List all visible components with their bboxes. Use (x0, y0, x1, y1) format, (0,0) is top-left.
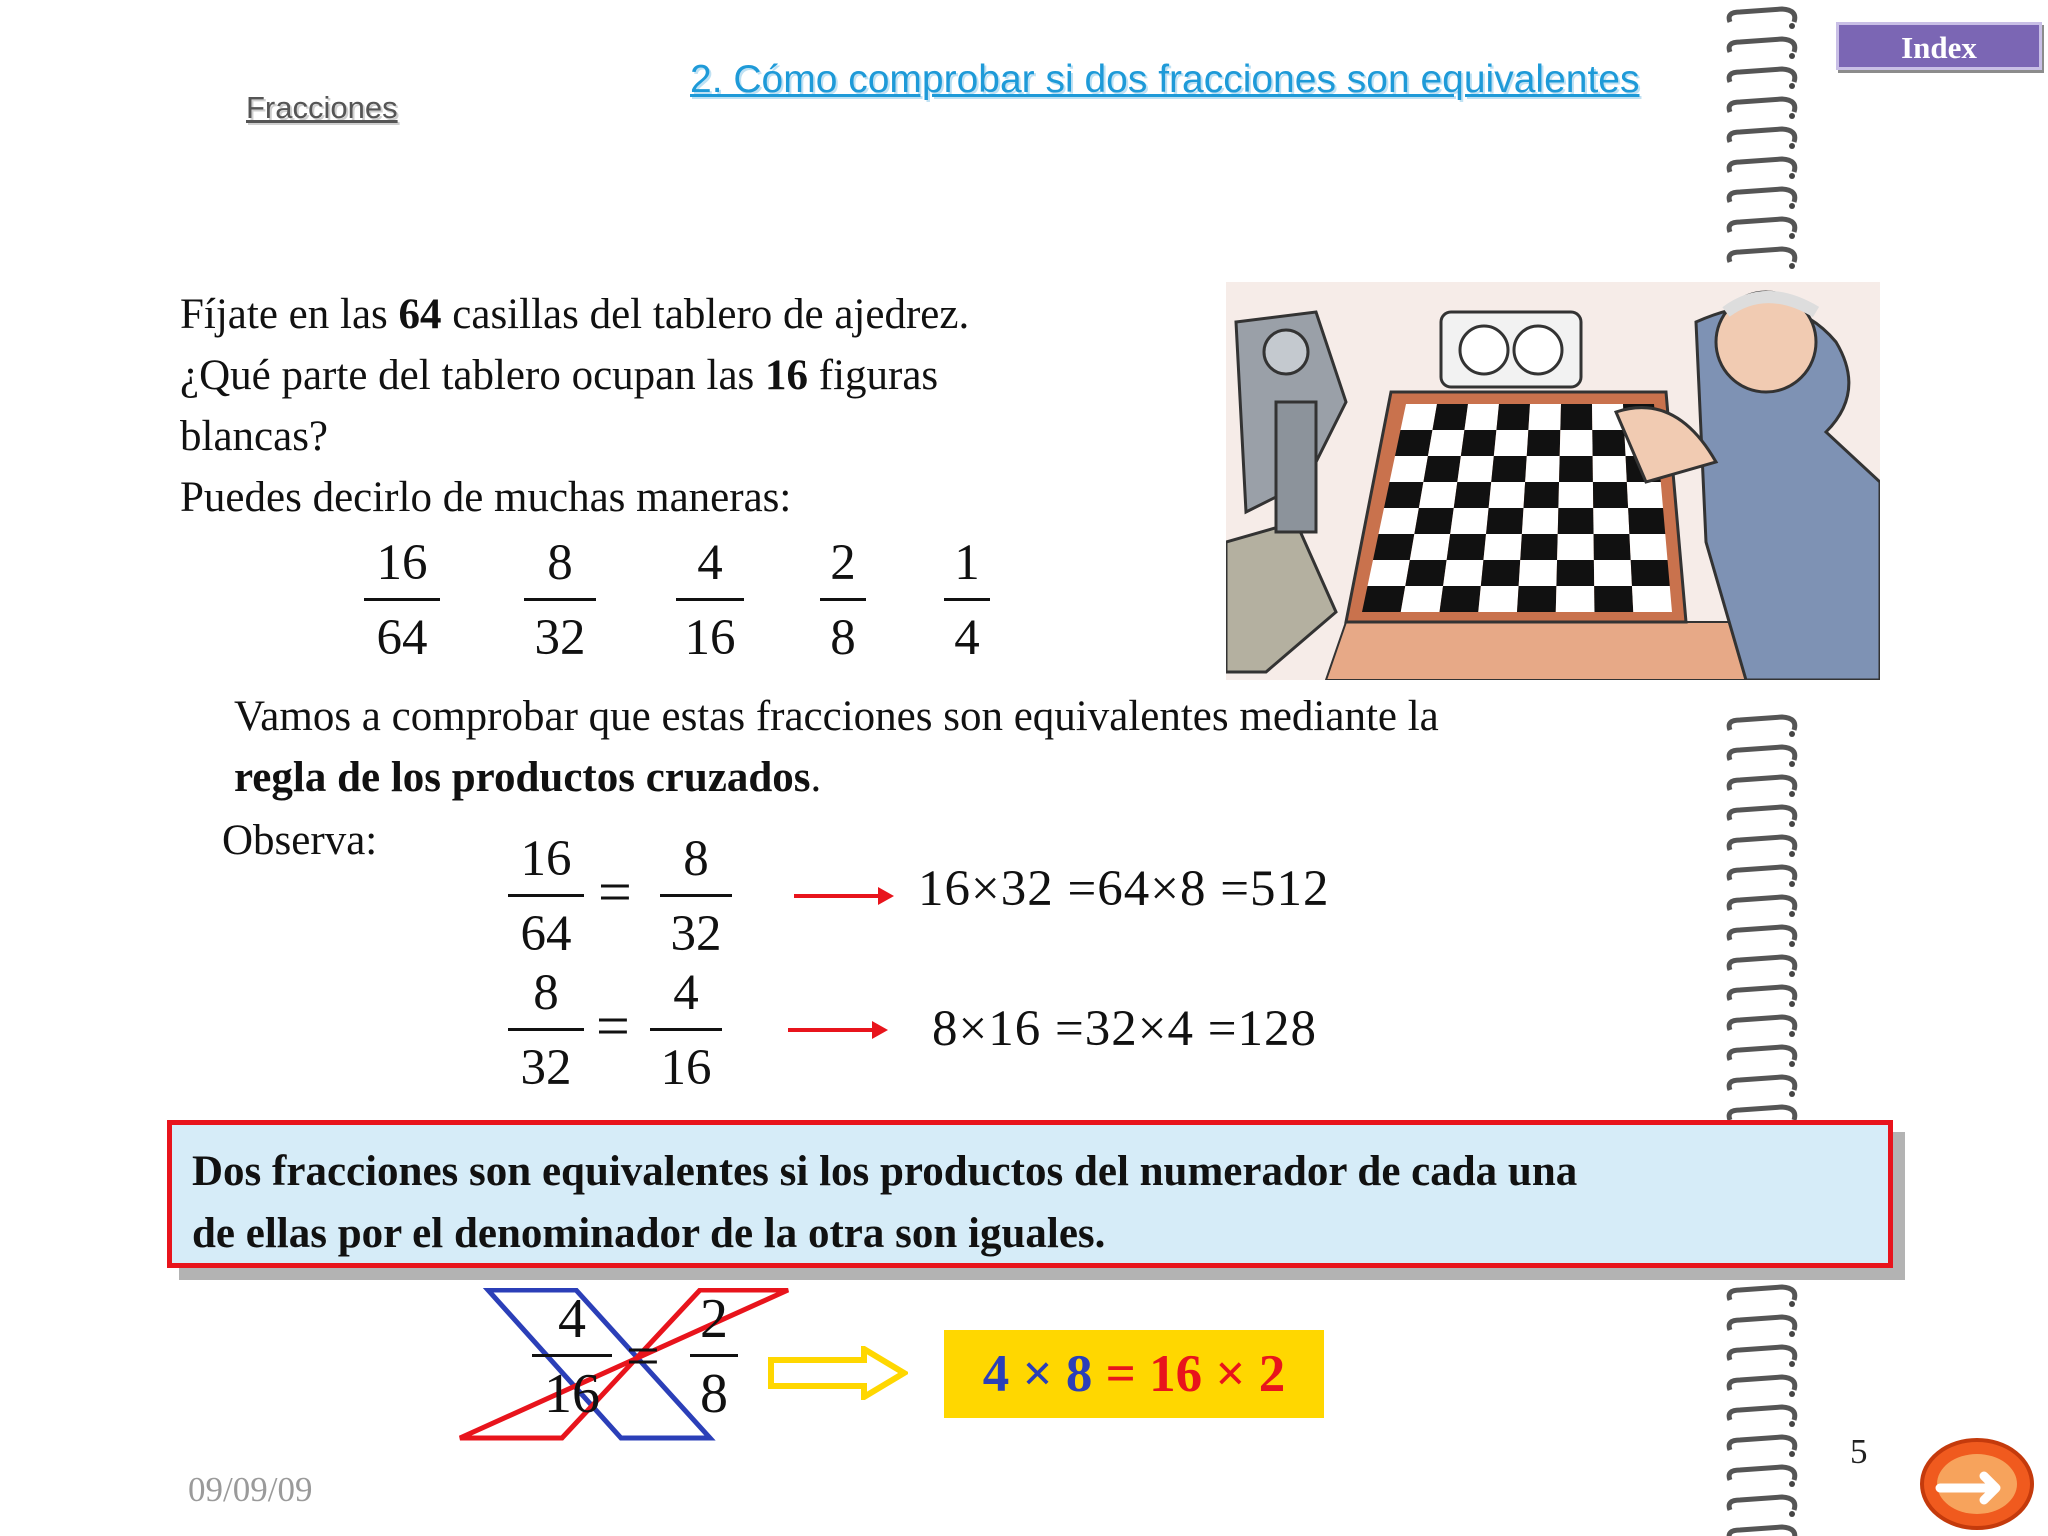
hollow-arrow-icon (768, 1346, 908, 1400)
intro-text: Fíjate en las 64 casillas del tablero de ajedrez. ¿Qué parte del tablero ocupan las 16 figuras blancas? Puedes decirlo de muchas maneras: (180, 291, 970, 521)
rule-box: Dos fracciones son equivalentes si los productos del numerador de cada una de ellas por el denominador de la otra son iguales. (167, 1120, 1893, 1268)
breadcrumb[interactable]: Fracciones (246, 90, 398, 125)
eq1-equals: = (598, 859, 632, 925)
observa-label: Observa: (222, 817, 378, 864)
page-number: 5 (1850, 1432, 1868, 1471)
spiral-binding-icon (1724, 0, 1804, 1536)
arrow-right-icon (788, 1018, 888, 1042)
result-box: 4 × 8 = 16 × 2 (944, 1330, 1324, 1418)
fraction-2-8: 2 8 (820, 534, 866, 667)
fraction-4-16: 4 16 (676, 534, 744, 667)
fraction-1-4: 1 4 (944, 534, 990, 667)
eq2-result: 8×16 =32×4 =128 (932, 1001, 1318, 1057)
fraction-16-64: 16 64 (364, 534, 440, 667)
eq1-right-fraction: 8 32 (660, 830, 732, 963)
eq2-right-fraction: 4 16 (650, 964, 722, 1097)
arrow-right-icon (794, 884, 894, 908)
eq2-equals: = (596, 993, 630, 1059)
example-left-fraction: 4 16 (532, 1290, 612, 1423)
page-title[interactable]: 2. Cómo comprobar si dos fracciones son equivalentes (690, 58, 1640, 101)
footer-date: 09/09/09 (188, 1470, 313, 1509)
index-button[interactable]: Index (1836, 22, 2042, 70)
chess-illustration (1226, 282, 1880, 680)
next-page-icon[interactable] (1918, 1436, 2036, 1532)
eq1-result: 16×32 =64×8 =512 (918, 861, 1330, 917)
fraction-8-32: 8 32 (524, 534, 596, 667)
eq2-left-fraction: 8 32 (508, 964, 584, 1097)
eq1-left-fraction: 16 64 (508, 830, 584, 963)
example-right-fraction: 2 8 (690, 1290, 738, 1423)
check-text: Vamos a comprobar que estas fracciones son equivalentes mediante la regla de los productos cruzados. (234, 693, 1439, 801)
example-equals: = (626, 1323, 660, 1389)
